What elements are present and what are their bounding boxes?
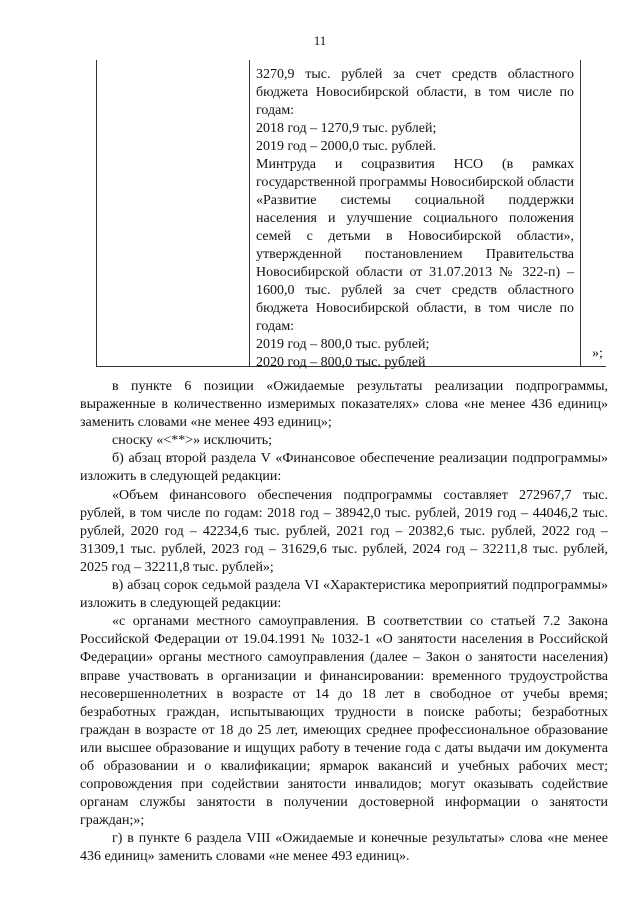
paragraph: сноску «<**>» исключить; [112, 433, 273, 449]
paragraph: в пункте 6 позиции «Ожидаемые результаты реализации подпрограммы, выраженные в количественно измеримых показателях» слова «не менее 436 единиц» заменить словами «не менее 493 единиц»; [80, 379, 608, 431]
paragraph: «с органами местного самоуправления. В соответствии со статьей 7.2 Закона Российской Федерации от 19.04.1991 № 1032-1 «О занятости населения в Российской Федерации» органы местного самоуправления (далее – Закон о занятости населения) вправе участвовать в организации и финансировании: временного трудоустройства несовершеннолетних в возрасте от 14 до 18 лет в свободное от учебы время; безработных граждан, испытывающих трудности в поиске работы; безработных граждан в возрасте от 18 до 25 лет, имеющих среднее профессиональное образование или высшее образование и ищущих работу в течение года с даты выдачи им документа об образовании и о квалификации; ярмарок вакансий и учебных рабочих мест; сопровождения при содействии занятости инвалидов; могут оказывать содействие органам службы занятости в получении достоверной информации о занятости граждан;»; [80, 614, 608, 829]
table-right-border [580, 60, 581, 366]
cell-line: Минтруда и соцразвития НСО (в рамках государственной программы Новосибирской области «Развитие системы социальной поддержки населения и улучшение социального положения семей с детьми в Новосибирской области», утвержденной постановлением Правительства Новосибирской области от 31.07.2013 № 322-п) – 1600,0 тыс. рублей за счет средств областного бюджета Новосибирской области, в том числе по годам: [256, 157, 574, 334]
paragraph: в) абзац сорок седьмой раздела VI «Характеристика мероприятий подпрограммы» изложить в следующей редакции: [80, 578, 608, 612]
table-fragment [96, 60, 606, 370]
paragraph: г) в пункте 6 раздела VIII «Ожидаемые и конечные результаты» слова «не менее 436 единиц» заменить словами «не менее 493 единиц». [80, 831, 608, 865]
paragraph: б) абзац второй раздела V «Финансовое обеспечение реализации подпрограммы» изложить в следующей редакции: [80, 451, 608, 485]
table-left-border [96, 60, 97, 366]
table-cell-content [256, 66, 574, 372]
cell-line: 2019 год – 800,0 тыс. рублей; [256, 337, 430, 352]
cell-line: 2019 год – 2000,0 тыс. рублей. [256, 139, 436, 154]
cell-line: 3270,9 тыс. рублей за счет средств областного бюджета Новосибирской области, в том числе по годам: [256, 67, 574, 118]
page-number: 11 [313, 33, 327, 48]
cell-line: 2018 год – 1270,9 тыс. рублей; [256, 121, 437, 136]
paragraph: «Объем финансового обеспечения подпрограммы составляет 272967,7 тыс. рублей, в том числе по годам: 2018 год – 38942,0 тыс. рублей, 2019 год – 44046,2 тыс. рублей, 2020 год – 42234,6 тыс. рублей, 2021 год – 20382,6 тыс. рублей, 2022 год – 31309,1 тыс. рублей, 2023 год – 31629,6 тыс. рублей, 2024 год – 32211,8 тыс. рублей, 2025 год – 32211,8 тыс. рублей»; [80, 487, 608, 575]
table-closing-mark: »; [592, 346, 603, 361]
table-column-divider [249, 60, 250, 366]
cell-line: 2020 год – 800,0 тыс. рублей [256, 355, 426, 370]
document-body [80, 378, 608, 867]
